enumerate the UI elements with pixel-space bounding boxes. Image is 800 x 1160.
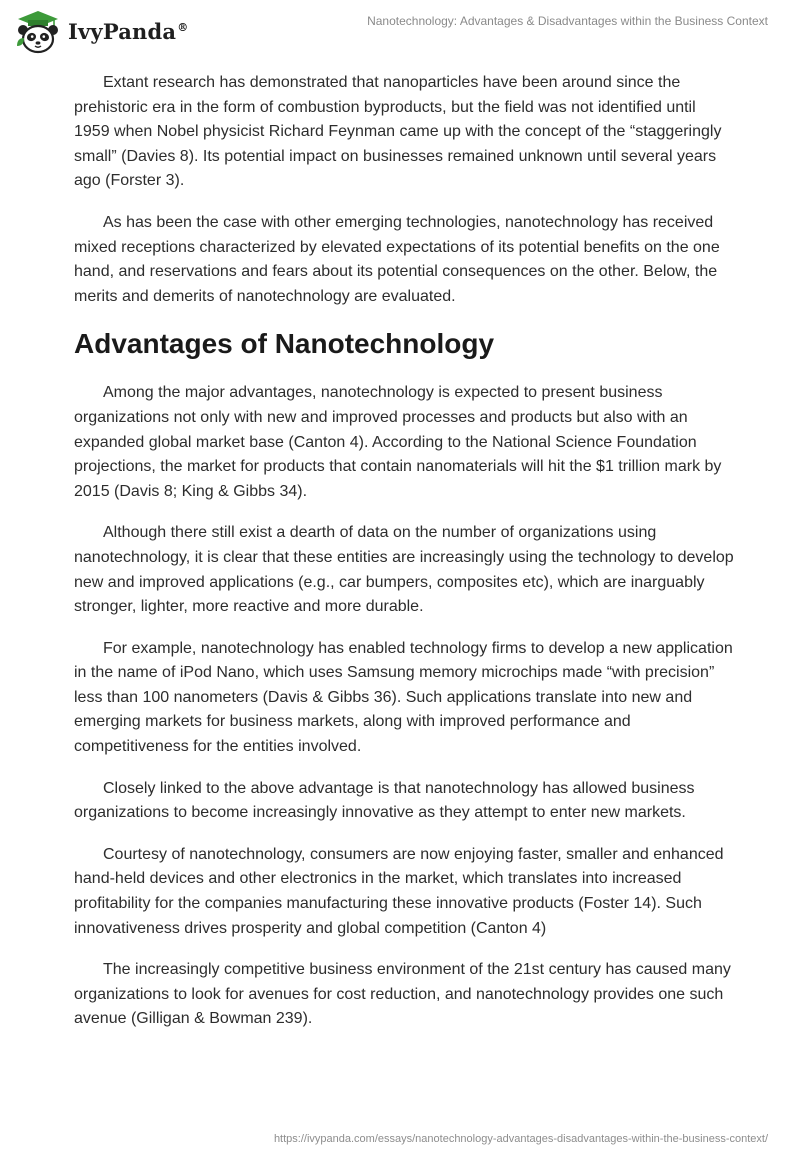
body-paragraph: Extant research has demonstrated that nanoparticles have been around since the prehistoric era in the form of combustion byproducts, but the field was not identified until 1959 when Nobel physicist Richard Feynman came up with the concept of the “staggeringly small” (Davies 8). Its potential impact on businesses remained unknown until several years ago (Forster 3).	[74, 74, 722, 190]
page-header	[0, 0, 800, 64]
body-paragraph: For example, nanotechnology has enabled technology firms to develop a new application in the name of iPod Nano, which uses Samsung memory microchips made “with precision” less than 100 nanometers (Davis & Gibbs 36). Such applications translate into new and emerging markets for business markets, along with improved performance and competitiveness for the entities involved.	[74, 639, 733, 756]
section-heading: Advantages of Nanotechnology	[74, 328, 495, 360]
body-paragraph: Courtesy of nanotechnology, consumers are now enjoying faster, smaller and enhanced hand-held devices and other electronics in the market, which translates into increased profitability for the companies manufacturing these innovative products (Foster 14). Such innovativeness drives prosperity and global competition (Canton 4)	[74, 845, 724, 937]
registered-mark: ®	[177, 20, 189, 34]
ivypanda-logo[interactable]	[14, 8, 188, 56]
panda-graduate-icon	[14, 8, 62, 56]
body-paragraph: Closely linked to the above advantage is that nanotechnology has allowed business organizations to become increasingly innovative as they attempt to enter new markets.	[74, 779, 695, 822]
brand-name: IvyPanda®	[68, 18, 189, 44]
essay-body	[74, 71, 734, 1049]
running-title: Nanotechnology: Advantages & Disadvantages within the Business Context	[367, 14, 768, 28]
source-url[interactable]: https://ivypanda.com/essays/nanotechnology-advantages-disadvantages-within-the-business-context/	[273, 1133, 768, 1145]
body-paragraph: The increasingly competitive business environment of the 21st century has caused many organizations to look for avenues for cost reduction, and nanotechnology provides one such avenue (Gilligan & Bowman 239).	[74, 961, 731, 1028]
body-paragraph: Among the major advantages, nanotechnology is expected to present business organizations not only with new and improved processes and products but also with an expanded global market base (Canton 4). According to the National Science Foundation projections, the market for products that contain nanomaterials will hit the $1 trillion mark by 2015 (Davis 8; King & Gibbs 34).	[74, 384, 722, 500]
body-paragraph: As has been the case with other emerging technologies, nanotechnology has received mixed receptions characterized by elevated expectations of its potential benefits on the one hand, and reservations and fears about its potential consequences on the other. Below, the merits and demerits of nanotechnology are evaluated.	[74, 213, 720, 305]
body-paragraph: Although there still exist a dearth of data on the number of organizations using nanotechnology, it is clear that these entities are increasingly using the technology to develop new and improved applications (e.g., car bumpers, composites etc), which are inarguably stronger, lighter, more reactive and more durable.	[74, 524, 734, 616]
